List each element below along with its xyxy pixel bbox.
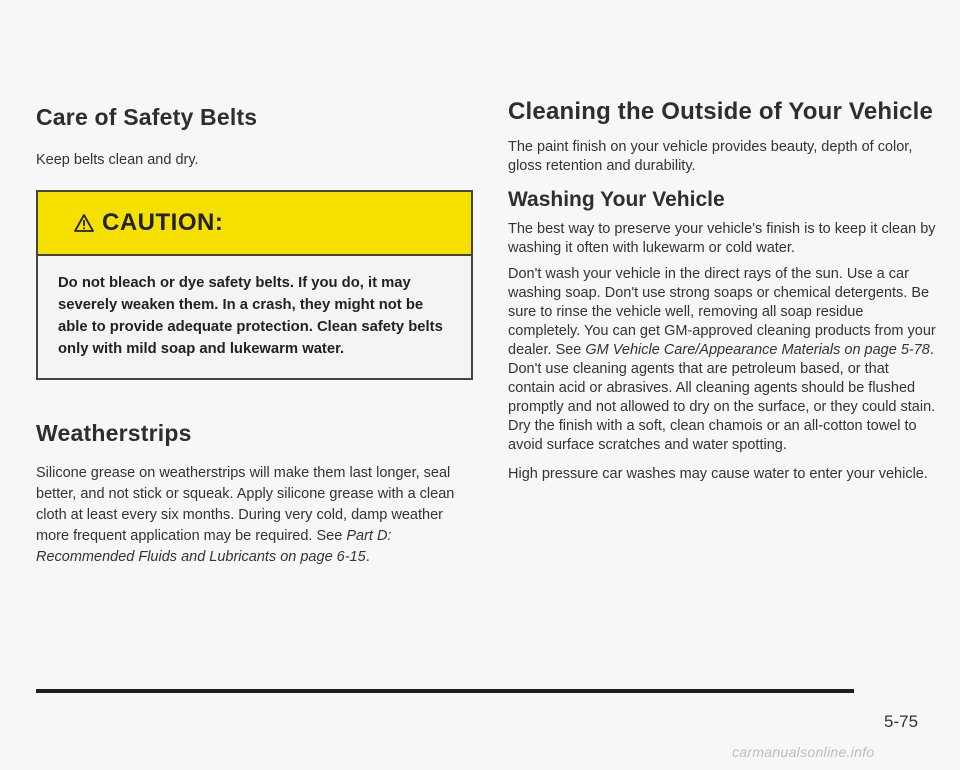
care-of-safety-belts-heading: Care of Safety Belts — [36, 104, 258, 130]
fluids-lubricants-reference-link[interactable]: Part D: Recommended Fluids and Lubricants on page 6-15 — [36, 528, 392, 565]
left-column — [36, 104, 476, 568]
page-number: 5-75 — [884, 712, 919, 731]
caution-box — [36, 190, 473, 380]
cleaning-text: The paint finish on your vehicle provides beauty, depth of color, gloss retention and durability. — [508, 139, 913, 174]
washing-paragraph-3: High pressure car washes may cause water to enter your vehicle. — [508, 466, 928, 482]
weatherstrips-end: . — [365, 549, 370, 565]
watermark: carmanualsonline.info — [732, 744, 875, 760]
washing-vehicle-heading: Washing Your Vehicle — [508, 188, 725, 211]
cleaning-outside-heading: Cleaning the Outside of Your Vehicle — [508, 98, 934, 125]
washing-paragraph-2-end: . Don't use cleaning agents that are petroleum based, or that contain acid or abrasives. All cleaning agents should be flushed promptly and not allowed to dry on the surface, or they could stain. Dry the finish with a soft, clean chamois or an all-cotton towel to avoid surface scratches and water spotting. — [508, 342, 936, 453]
appearance-materials-reference-link[interactable]: GM Vehicle Care/Appearance Materials on page 5-78 — [585, 342, 930, 358]
caution-title: CAUTION: — [102, 209, 224, 236]
right-column — [508, 96, 938, 484]
footer-rule — [36, 689, 854, 693]
weatherstrips-body: Silicone grease on weatherstrips will make them last longer, seal better, and not stick or squeak. Apply silicone grease with a clean cloth at least every six months. During very cold, damp weather more frequent application may be required. See — [36, 465, 455, 544]
washing-paragraph-2 — [508, 265, 938, 455]
washing-paragraph-1: The best way to preserve your vehicle's finish is to keep it clean by washing it often with lukewarm or cold water. — [508, 221, 936, 256]
weatherstrips-text — [36, 463, 476, 568]
care-text: Keep belts clean and dry. — [36, 152, 199, 168]
weatherstrips-heading: Weatherstrips — [36, 420, 192, 446]
caution-header — [38, 192, 471, 256]
washing-paragraph-2-start: Don't wash your vehicle in the direct rays of the sun. Use a car washing soap. Don't use strong soaps or chemical detergents. Be sure to rinse the vehicle well, removing all soap residue completely. You can get GM-approved cleaning products from your dealer. See — [508, 266, 936, 358]
warning-triangle-icon — [74, 214, 94, 232]
caution-body: Do not bleach or dye safety belts. If you do, it may severely weaken them. In a crash, they might not be able to provide adequate protection. Clean safety belts only with mild soap and lukewarm water. — [58, 275, 443, 357]
